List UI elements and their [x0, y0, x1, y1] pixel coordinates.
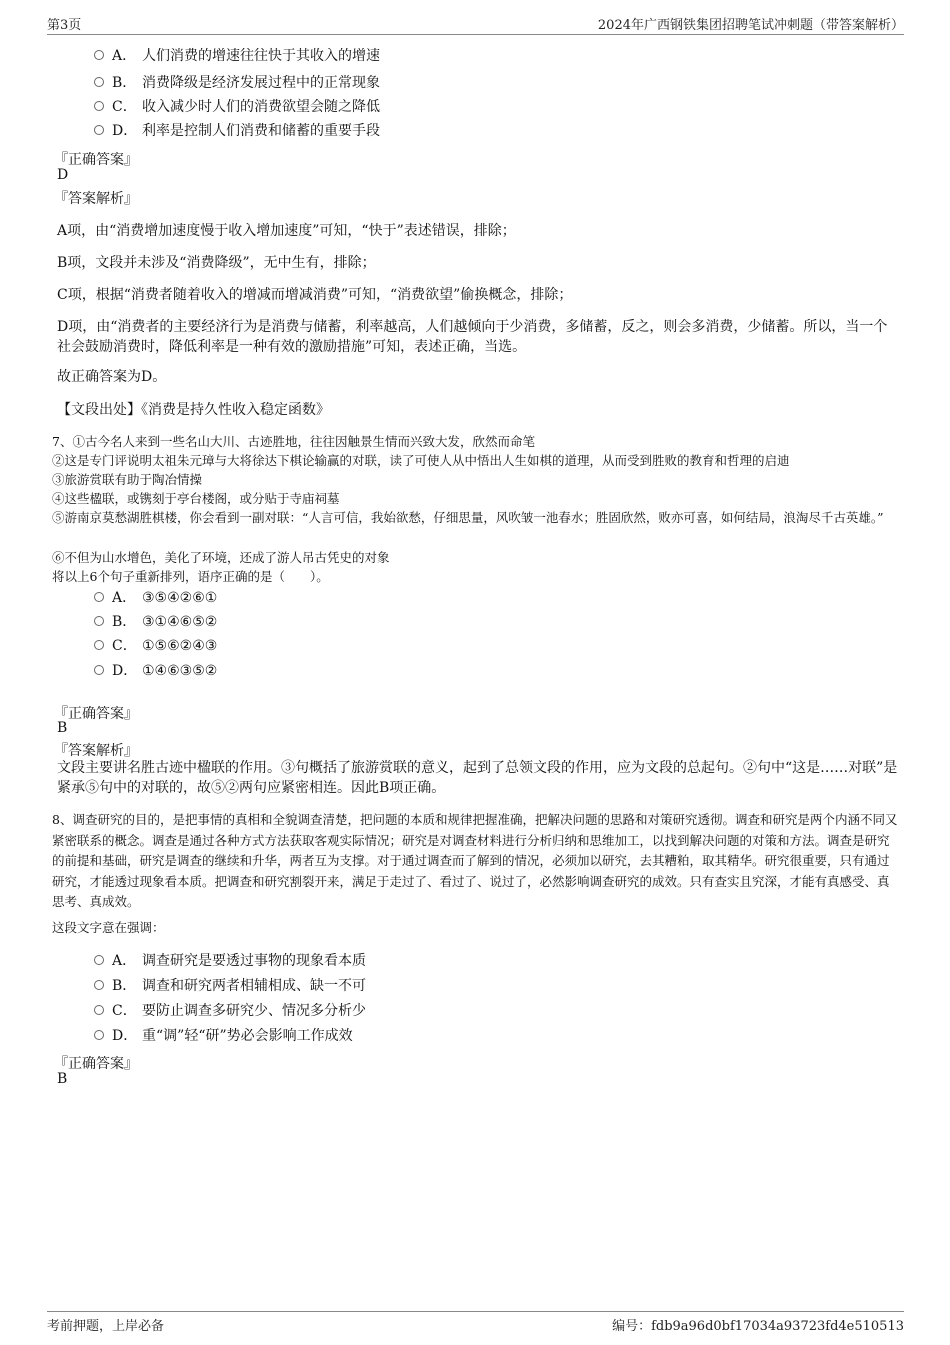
q8-option-d[interactable]: D． 重“调”轻“研”势必会影响工作成效 — [94, 1026, 353, 1046]
q7-line-2: ②这是专门评说明太祖朱元璋与大将徐达下棋论输赢的对联，读了可使人从中悟出人生如棋的道理，从而受到胜败的教育和哲理的启迪 — [52, 453, 790, 468]
radio-icon[interactable] — [94, 1030, 104, 1040]
q7-line-5: ⑤游南京莫愁湖胜棋楼，你会看到一副对联：“人言可信，我始欲愁，仔细思量，风吹皱一池春水；胜固欣然，败亦可喜，如何结局，浪淘尽千古英雄。” — [52, 510, 884, 525]
radio-icon[interactable] — [94, 50, 104, 60]
q8-option-b[interactable]: B． 调查和研究两者相辅相成、缺一不可 — [94, 976, 366, 996]
radio-icon[interactable] — [94, 1005, 104, 1015]
q7-option-a[interactable]: A． ③⑤④②⑥① — [94, 588, 217, 608]
q8-option-c[interactable]: C． 要防止调查多研究少、情况多分析少 — [94, 1001, 366, 1021]
document-title: 2024年广西钢铁集团招聘笔试冲刺题（带答案解析） — [597, 18, 904, 33]
q6-source: 【文段出处】《消费是持久性收入稳定函数》 — [57, 402, 330, 418]
radio-icon[interactable] — [94, 77, 104, 87]
q6-option-c[interactable]: C． 收入减少时人们的消费欲望会随之降低 — [94, 97, 380, 117]
q6-answer-label: 『正确答案』 — [54, 152, 138, 168]
q6-option-b[interactable]: B． 消费降级是经济发展过程中的正常现象 — [94, 73, 380, 93]
radio-icon[interactable] — [94, 640, 104, 650]
q6-analysis-d: D项，由“消费者的主要经济行为是消费与储蓄，利率越高，人们越倾向于少消费，多储蓄，反之，则会多消费，少储蓄。所以，当一个社会鼓励消费时，降低利率是一种有效的激励措施”可知，表述正确，当选。 — [57, 319, 888, 355]
q6-option-a[interactable]: A． 人们消费的增速往往快于其收入的增速 — [94, 46, 380, 66]
q8-option-a[interactable]: A． 调查研究是要透过事物的现象看本质 — [94, 951, 366, 971]
q6-analysis-b: B项，文段并未涉及“消费降级”，无中生有，排除； — [57, 255, 376, 271]
q6-analysis-conclusion: 故正确答案为D。 — [57, 369, 167, 385]
q6-analysis-label: 『答案解析』 — [54, 191, 138, 207]
q7-analysis-label: 『答案解析』 — [54, 743, 138, 759]
q6-option-d[interactable]: D． 利率是控制人们消费和储蓄的重要手段 — [94, 121, 380, 141]
q8-answer-label: 『正确答案』 — [54, 1056, 138, 1072]
radio-icon[interactable] — [94, 980, 104, 990]
q7-line-3: ③旅游赏联有助于陶冶情操 — [52, 472, 203, 487]
q7-analysis: 文段主要讲名胜古迹中楹联的作用。③句概括了旅游赏联的意义，起到了总领文段的作用，应为文段的总起句。②句中“这是……对联”是紧承⑤句中的对联的，故⑤②两句应紧密相连。因此B项正确。 — [57, 760, 898, 796]
q6-answer: D — [57, 167, 69, 183]
q6-analysis-a: A项，由“消费增加速度慢于收入增加速度”可知，“快于”表述错误，排除； — [57, 223, 516, 239]
q7-line-6: ⑥不但为山水增色，美化了环境，还成了游人吊古凭史的对象 — [52, 550, 390, 565]
page-header — [47, 14, 904, 35]
q7-question: 将以上6个句子重新排列，语序正确的是（ ）。 — [52, 569, 329, 584]
radio-icon[interactable] — [94, 955, 104, 965]
q7-answer: B — [57, 720, 68, 736]
document-id: 编号：fdb9a96d0bf17034a93723fd4e510513 — [612, 1319, 904, 1334]
q7-option-c[interactable]: C． ①⑤⑥②④③ — [94, 636, 217, 656]
radio-icon[interactable] — [94, 592, 104, 602]
q7-answer-label: 『正确答案』 — [54, 706, 138, 722]
page-number: 第3页 — [47, 18, 82, 33]
radio-icon[interactable] — [94, 665, 104, 675]
radio-icon[interactable] — [94, 125, 104, 135]
page-footer — [47, 1311, 904, 1334]
q6-analysis-c: C项，根据“消费者随着收入的增减而增减消费”可知，“消费欲望”偷换概念，排除； — [57, 287, 573, 303]
q8-answer: B — [57, 1071, 68, 1087]
radio-icon[interactable] — [94, 616, 104, 626]
footer-slogan: 考前押题，上岸必备 — [47, 1319, 165, 1334]
radio-icon[interactable] — [94, 101, 104, 111]
q8-passage: 8、调查研究的目的，是把事情的真相和全貌调查清楚，把问题的本质和规律把握准确，把解决问题的思路和对策研究透彻。调查和研究是两个内涵不同又紧密联系的概念。调查是通过各种方式方法获取客观实际情况；研究是对调查材料进行分析归纳和思维加工，以找到解决问题的对策和方法。调查是研究的前提和基础，研究是调查的继续和升华，两者互为支撑。对于通过调查而了解到的情况，必须加以研究，去其糟粕，取其精华。研究很重要，只有通过研究，才能透过现象看本质。把调查和研究割裂开来，满足于走过了、看过了、说过了，必然影响调查研究的成效。只有查实且究深，才能有真感受、真思考、真成效。 — [52, 812, 898, 909]
q7-line-1: 7、①古今名人来到一些名山大川、古迹胜地，往往因触景生情而兴致大发，欣然而命笔 — [52, 434, 535, 449]
q7-line-4: ④这些楹联，或镌刻于亭台楼阁，或分贴于寺庙祠墓 — [52, 491, 340, 506]
q7-option-b[interactable]: B． ③①④⑥⑤② — [94, 612, 217, 632]
q8-question: 这段文字意在强调： — [52, 920, 165, 935]
q7-option-d[interactable]: D． ①④⑥③⑤② — [94, 661, 217, 681]
